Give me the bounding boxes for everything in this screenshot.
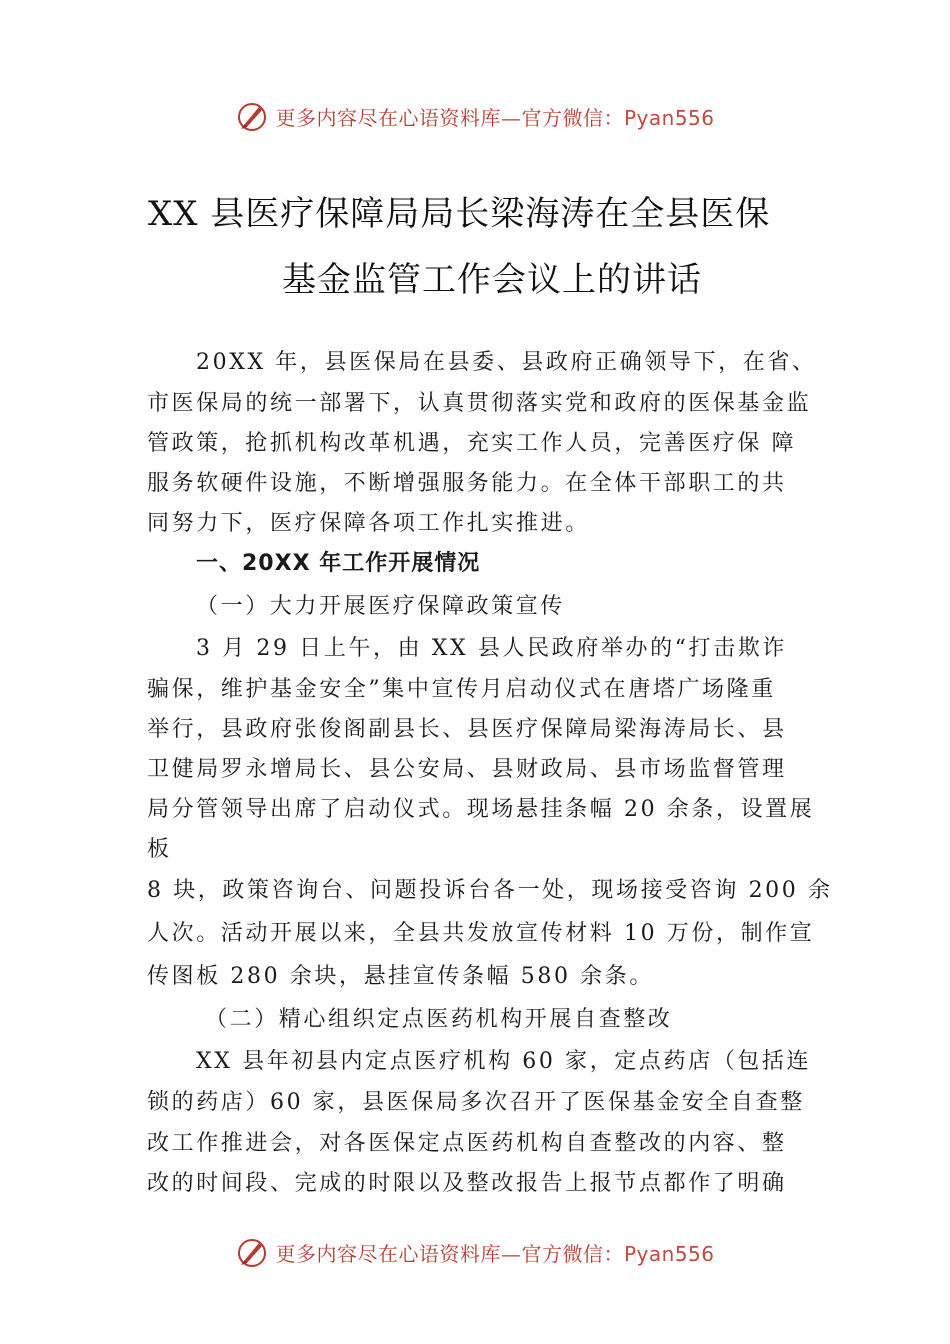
paragraph-line: 板 bbox=[147, 837, 172, 862]
banner-text: 更多内容尽在心语资料库—官方微信：Pyan556 bbox=[275, 105, 715, 130]
paragraph-line: 3 月 29 日上午，由 XX 县人民政府举办的“打击欺诈 bbox=[196, 636, 787, 661]
paragraph-line: 局分管领导出席了启动仪式。现场悬挂条幅 20 余条，设置展 bbox=[147, 797, 815, 822]
subsection-heading: （一）大力开展医疗保障政策宣传 bbox=[196, 594, 566, 619]
subsection-heading: （二）精心组织定点医药机构开展自查整改 bbox=[205, 1007, 673, 1032]
section-heading: 一、20XX 年工作开展情况 bbox=[196, 551, 481, 576]
watermark-banner-bottom bbox=[0, 1232, 950, 1272]
paragraph-line: 市医保局的统一部署下，认真贯彻落实党和政府的医保基金监 bbox=[147, 391, 812, 416]
paragraph-line: 20XX 年，县医保局在县委、县政府正确领导下，在省、 bbox=[196, 350, 817, 375]
banner-text: 更多内容尽在心语资料库—官方微信：Pyan556 bbox=[275, 1241, 715, 1266]
document-title-line-2: 基金监管工作会议上的讲话 bbox=[282, 260, 702, 300]
paragraph-line: 改工作推进会，对各医保定点医药机构自查整改的内容、整 bbox=[147, 1131, 787, 1156]
paragraph-line: 改的时间段、完成的时限以及整改报告上报节点都作了明确 bbox=[147, 1171, 787, 1196]
paragraph-line: 锁的药店）60 家，县医保局多次召开了医保基金安全自查整 bbox=[147, 1090, 805, 1115]
paragraph-line: 骗保，维护基金安全”集中宣传月启动仪式在唐塔广场隆重 bbox=[147, 677, 776, 702]
paragraph-line: 传图板 280 余块，悬挂宣传条幅 580 余条。 bbox=[147, 964, 654, 989]
paragraph-line: 管政策，抢抓机构改革机遇，充实工作人员，完善医疗保 障 bbox=[147, 431, 797, 456]
paragraph-line: 服务软硬件设施，不断增强服务能力。在全体干部职工的共 bbox=[147, 471, 787, 496]
watermark-banner-top bbox=[0, 96, 950, 136]
paragraph-line: 卫健局罗永增局长、县公安局、县财政局、县市场监督管理 bbox=[147, 757, 787, 782]
document-title-line-1: XX 县医疗保障局局长梁海涛在全县医保 bbox=[148, 194, 771, 234]
paragraph-line: 举行，县政府张俊阁副县长、县医疗保障局梁海涛局长、县 bbox=[147, 717, 787, 742]
paragraph-line: 同努力下，医疗保障各项工作扎实推进。 bbox=[147, 511, 590, 536]
paragraph-line: 8 块，政策咨询台、问题投诉台各一处，现场接受咨询 200 余 bbox=[147, 878, 833, 903]
paragraph-line: 人次。活动开展以来，全县共发放宣传材料 10 万份，制作宣 bbox=[147, 921, 815, 946]
pen-logo-icon bbox=[235, 1235, 269, 1269]
pen-logo-icon bbox=[235, 99, 269, 133]
paragraph-line: XX 县年初县内定点医疗机构 60 家，定点药店（包括连 bbox=[196, 1049, 812, 1074]
